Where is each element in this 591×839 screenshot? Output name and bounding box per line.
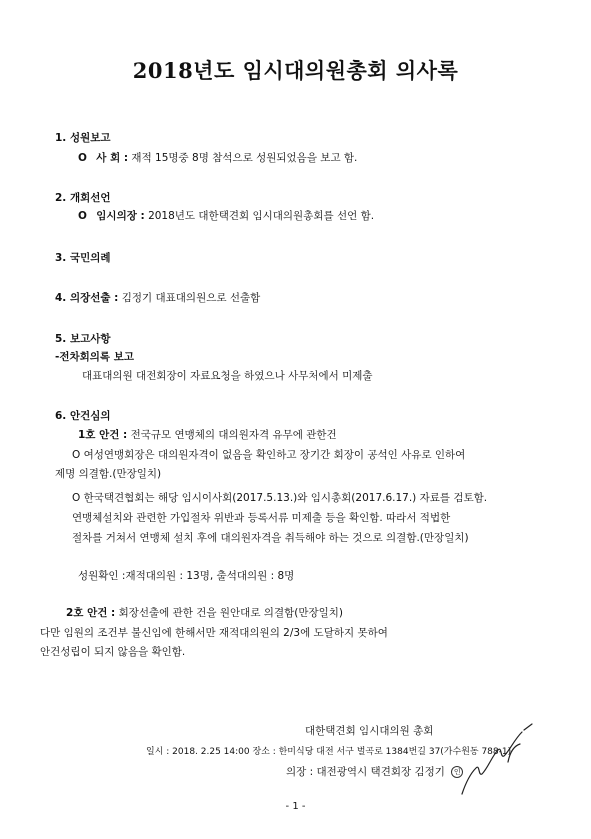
footer-chair (286, 764, 463, 779)
agenda-1-para-2-line-2: 연맹체설치와 관련한 가입절차 위반과 등록서류 미제출 등을 확인함. 따라서 적법한 (72, 512, 451, 524)
section-1-text: 재적 15명중 8명 참석으로 성원되었음을 보고 함. (131, 152, 358, 164)
agenda-2-line-1: 다만 임원의 조건부 불신임에 한해서만 재적대의원의 2/3에 도달하지 못하여 (40, 627, 388, 639)
agenda-1-para-1-line-1: O 여성연맹회장은 대의원자격이 없음을 확인하고 장기간 회장이 공석인 사유로 인하여 (72, 449, 466, 461)
agenda-2-line-2: 안건성립이 되지 않음을 확인함. (40, 646, 186, 658)
agenda-1-para-2-line-3: 절차를 거쳐서 연맹체 설치 후에 대의원자격을 취득해야 하는 것으로 의결함.(만장일치) (72, 532, 469, 544)
agenda-1-heading (78, 427, 337, 442)
footer-organization: 대한택견회 임시대의원 총회 (305, 725, 434, 737)
section-2-line (78, 208, 374, 223)
seal-stamp: 인 (451, 766, 463, 778)
bullet: O (78, 210, 87, 222)
section-5-text: 대표대의원 대전회장이 자료요청을 하였으나 사무처에서 미제출 (82, 370, 373, 382)
section-3-heading: 3. 국민의례 (55, 252, 111, 264)
section-4-heading: 4. 의장선출 : (55, 292, 119, 304)
section-1-line (78, 150, 357, 165)
quorum-check: 성원확인 :재적대의원 : 13명, 출석대의원 : 8명 (78, 570, 295, 582)
page-number: - 1 - (285, 801, 306, 812)
document-title: 2018년도 임시대의원총회 의사록 (132, 58, 459, 83)
section-1-label: 사 회 : (96, 152, 129, 164)
agenda-1-para-2-line-1: O 한국택견협회는 해당 임시이사회(2017.5.13.)와 임시총회(2017.6.17.) 자료를 검토함. (72, 492, 488, 504)
section-2-heading: 2. 개회선언 (55, 192, 111, 204)
agenda-2-label: 2호 안건 : (66, 607, 116, 619)
agenda-1-para-1-line-2: 제명 의결함.(만장일치) (55, 468, 162, 480)
handwritten-signature (452, 722, 542, 802)
section-2-text: 2018년도 대한택견회 임시대의원총회를 선언 함. (148, 210, 375, 222)
section-6-heading: 6. 안건심의 (55, 410, 111, 422)
footer-chair-text: 의장 : 대전광역시 택견회장 김정기 (286, 766, 445, 778)
agenda-2-heading (66, 605, 343, 620)
section-4-text: 김정기 대표대의원으로 선출함 (121, 292, 261, 304)
section-5-sub: -전차회의록 보고 (55, 351, 135, 363)
agenda-2-title: 회장선출에 관한 건을 원안대로 의결함(만장일치) (118, 607, 343, 619)
footer-meeting-info: 일시 : 2018. 2.25 14:00 장소 : 한미식당 대전 서구 벌곡로 1384번길 37(가수원동 788-1) (146, 747, 512, 757)
agenda-1-label: 1호 안건 : (78, 429, 128, 441)
section-2-label: 임시의장 : (96, 210, 145, 222)
agenda-1-title: 전국규모 연맹체의 대의원자격 유무에 관한건 (130, 429, 337, 441)
section-4-line (55, 290, 260, 305)
section-1-heading: 1. 성원보고 (55, 132, 111, 144)
section-5-heading: 5. 보고사항 (55, 333, 111, 345)
bullet: O (78, 152, 87, 164)
